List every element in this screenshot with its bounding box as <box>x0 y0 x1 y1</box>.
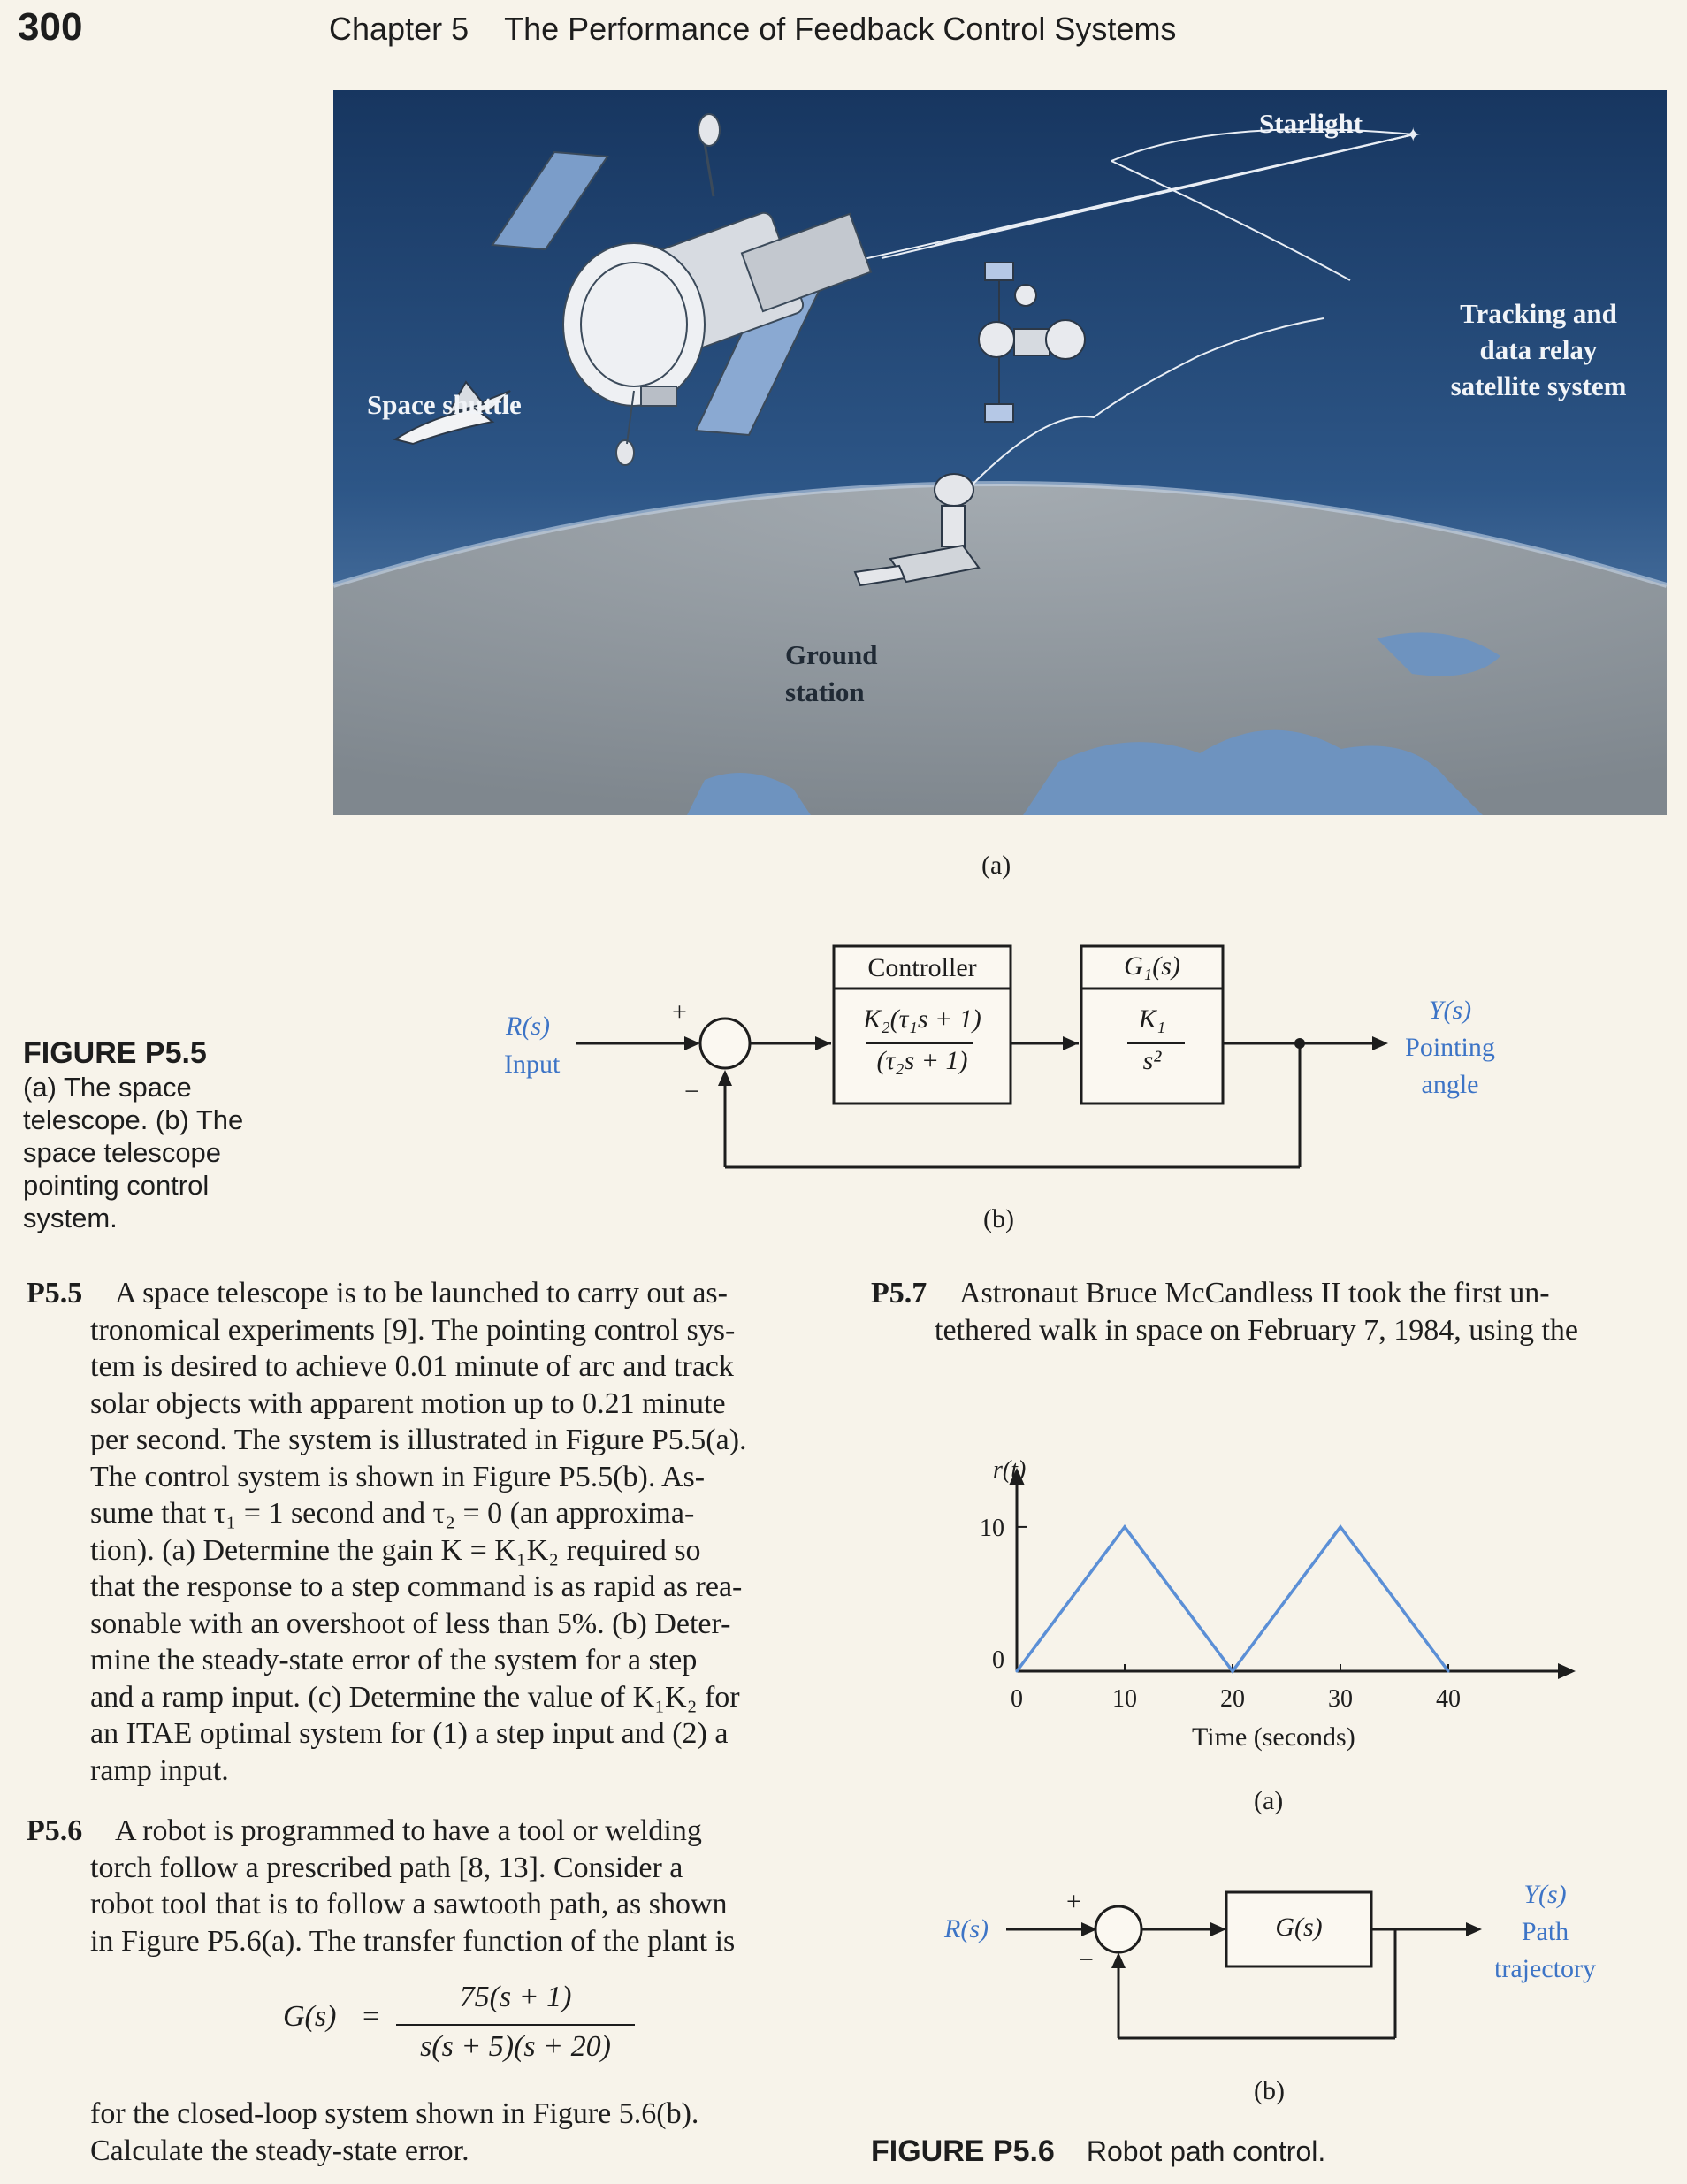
bd2-output-line-1: Path <box>1521 1917 1569 1946</box>
problem-line: A space telescope is to be launched to carry out as- <box>115 1277 728 1310</box>
pickoff-point <box>1294 1038 1305 1049</box>
problem-p5-7 <box>871 1275 1667 1348</box>
problem-line: robot tool that is to follow a sawtooth path, as shown <box>90 1888 728 1921</box>
bd1-minus-sign: − <box>684 1077 699 1106</box>
x-axis-arrowhead <box>1558 1663 1576 1679</box>
summing-junction <box>1095 1906 1141 1952</box>
tracking-line-2: data relay <box>1479 334 1598 365</box>
problem-line: The control system is shown in Figure P5.5(b). As- <box>90 1460 706 1493</box>
problem-p5-6 <box>27 1813 827 1959</box>
y-tick-label: 0 <box>992 1646 1004 1674</box>
antenna-dish-top <box>698 114 720 146</box>
ground-line-1: Ground <box>785 639 878 670</box>
problem-line: tem is desired to achieve 0.01 minute of arc and track <box>90 1350 734 1383</box>
bd2-output-label <box>1485 1876 1605 1988</box>
bd2-plant-label: G(s) <box>1275 1913 1323 1942</box>
problem-line: that the response to a step command is as rapid as rea- <box>90 1570 743 1603</box>
problem-p5-5 <box>27 1275 827 1789</box>
bd1-plus-sign: + <box>672 997 687 1027</box>
caption-line: telescope. (b) The <box>23 1104 244 1135</box>
problem-line: torch follow a prescribed path [8, 13]. Consider a <box>90 1851 683 1884</box>
caption-line: space telescope <box>23 1137 222 1168</box>
data-point <box>1124 1525 1126 1528</box>
page-number: 300 <box>18 5 83 49</box>
problem-line: an ITAE optimal system for (1) a step input and (2) a <box>90 1717 729 1750</box>
space-telescope-illustration <box>333 90 1667 815</box>
plant-numerator: K₁ <box>1138 1004 1166 1034</box>
controller-denominator: (τ₂s + 1) <box>876 1046 968 1075</box>
tracking-line-1: Tracking and <box>1460 298 1617 329</box>
svg-text:✦: ✦ <box>1405 124 1422 146</box>
problem-line: A robot is programmed to have a tool or welding <box>115 1814 702 1847</box>
x-tick-label: 40 <box>1436 1685 1461 1713</box>
sawtooth-series-line <box>1017 1527 1448 1671</box>
ground-line-2: station <box>785 676 865 707</box>
data-point <box>1232 1670 1234 1673</box>
problem-line: for the closed-loop system shown in Figure 5.6(b). <box>90 2097 699 2130</box>
bd2-minus-sign: − <box>1079 1945 1094 1974</box>
telescope-aperture <box>563 243 705 406</box>
figure-p5-6-sublabel-b: (b) <box>1254 2076 1285 2105</box>
figure-p5-5-caption <box>23 1036 288 1234</box>
problem-line: ramp input. <box>90 1753 229 1787</box>
equation-denominator: s(s + 5)(s + 20) <box>420 2030 611 2063</box>
problem-line: mine the steady-state error of the system for a step <box>90 1644 698 1676</box>
problem-p5-6-continued <box>90 2096 827 2169</box>
robot-path-block-diagram <box>990 1875 1485 2051</box>
figure-p5-5-sublabel-b: (b) <box>983 1204 1014 1233</box>
bd2-output-line-2: trajectory <box>1494 1954 1596 1983</box>
bd1-input-symbol: R(s) <box>506 1012 550 1041</box>
bd2-plus-sign: + <box>1066 1887 1081 1916</box>
problem-line: solar objects with apparent motion up to 0.21 minute <box>90 1386 726 1420</box>
x-tick-label: 20 <box>1220 1685 1245 1713</box>
bd2-output-symbol: Y(s) <box>1523 1880 1567 1909</box>
antenna-dish-bottom <box>616 440 634 465</box>
equation-fraction-bar <box>396 2024 635 2026</box>
bd1-input-label: Input <box>504 1050 561 1079</box>
problem-number: P5.5 <box>27 1277 83 1310</box>
chapter-title: The Performance of Feedback Control Systems <box>504 11 1177 47</box>
summing-junction <box>700 1019 750 1068</box>
figure-p5-6-sublabel-a: (a) <box>1254 1786 1284 1815</box>
equation-numerator: 75(s + 1) <box>459 1981 572 2013</box>
problem-number: P5.6 <box>27 1814 83 1847</box>
problem-line: tronomical experiments [9]. The pointing control sys- <box>90 1313 736 1347</box>
plant-denominator: s² <box>1142 1046 1162 1075</box>
caption-line: (a) The space <box>23 1072 192 1103</box>
problem-number: P5.7 <box>871 1277 927 1310</box>
bd1-output-symbol: Y(s) <box>1428 996 1472 1025</box>
chart-x-axis-label: Time (seconds) <box>1192 1722 1355 1752</box>
caption-title: FIGURE P5.5 <box>23 1036 207 1070</box>
problem-line: sume that τ₁ = 1 second and τ₂ = 0 (an approxima- <box>90 1497 695 1530</box>
equation-lhs: G(s) <box>283 2000 337 2033</box>
problem-line: per second. The system is illustrated in Figure P5.5(a). <box>90 1424 747 1456</box>
data-point <box>1340 1525 1342 1528</box>
bd1-output-label <box>1388 992 1512 1103</box>
controller-numerator: K₂(τ₁s + 1) <box>863 1004 981 1034</box>
tracking-line-3: satellite system <box>1450 370 1627 401</box>
controller-title: Controller <box>867 953 977 982</box>
problem-line: Calculate the steady-state error. <box>90 2134 469 2167</box>
x-tick-label: 30 <box>1328 1685 1353 1713</box>
problem-line: and a ramp input. (c) Determine the value of K₁K₂ for <box>90 1680 740 1714</box>
y-tick-label: 10 <box>980 1514 1004 1542</box>
problem-line: Astronaut Bruce McCandless II took the first un- <box>959 1277 1550 1310</box>
label-space-shuttle: Space shuttle <box>367 389 522 420</box>
caption-text: Robot path control. <box>1086 2135 1326 2167</box>
problem-line: tethered walk in space on February 7, 1984, using the <box>935 1313 1578 1347</box>
chart-y-axis-label: r(t) <box>993 1456 1027 1484</box>
data-point <box>1016 1670 1019 1673</box>
bd1-output-line-2: angle <box>1421 1070 1479 1099</box>
problem-line: sonable with an overshoot of less than 5%. (b) Deter- <box>90 1607 731 1640</box>
bd2-input-symbol: R(s) <box>944 1914 989 1943</box>
caption-body <box>23 1071 288 1234</box>
label-starlight: Starlight <box>1259 108 1363 139</box>
x-tick-label: 0 <box>1011 1685 1023 1713</box>
bd1-output-line-1: Pointing <box>1405 1033 1495 1062</box>
arrowhead <box>684 1036 700 1050</box>
equation-equals: = <box>363 2000 380 2033</box>
chapter-label: Chapter 5 <box>329 11 469 47</box>
figure-p5-6-caption <box>871 2134 1325 2169</box>
x-tick-label: 10 <box>1112 1685 1137 1713</box>
problem-line: tion). (a) Determine the gain K = K₁K₂ required so <box>90 1533 701 1567</box>
problem-line: in Figure P5.6(a). The transfer function of the plant is <box>90 1924 736 1958</box>
running-header <box>329 11 1176 48</box>
caption-line: pointing control <box>23 1170 210 1201</box>
label-tracking-satellite <box>1441 295 1636 404</box>
data-point <box>1447 1670 1450 1673</box>
plant-title: G₁(s) <box>1124 951 1180 981</box>
figure-p5-5-sublabel-a: (a) <box>981 851 1011 880</box>
sawtooth-path-chart <box>955 1450 1592 1715</box>
caption-line: system. <box>23 1203 118 1233</box>
caption-title: FIGURE P5.6 <box>871 2134 1055 2168</box>
label-ground-station <box>785 637 878 711</box>
